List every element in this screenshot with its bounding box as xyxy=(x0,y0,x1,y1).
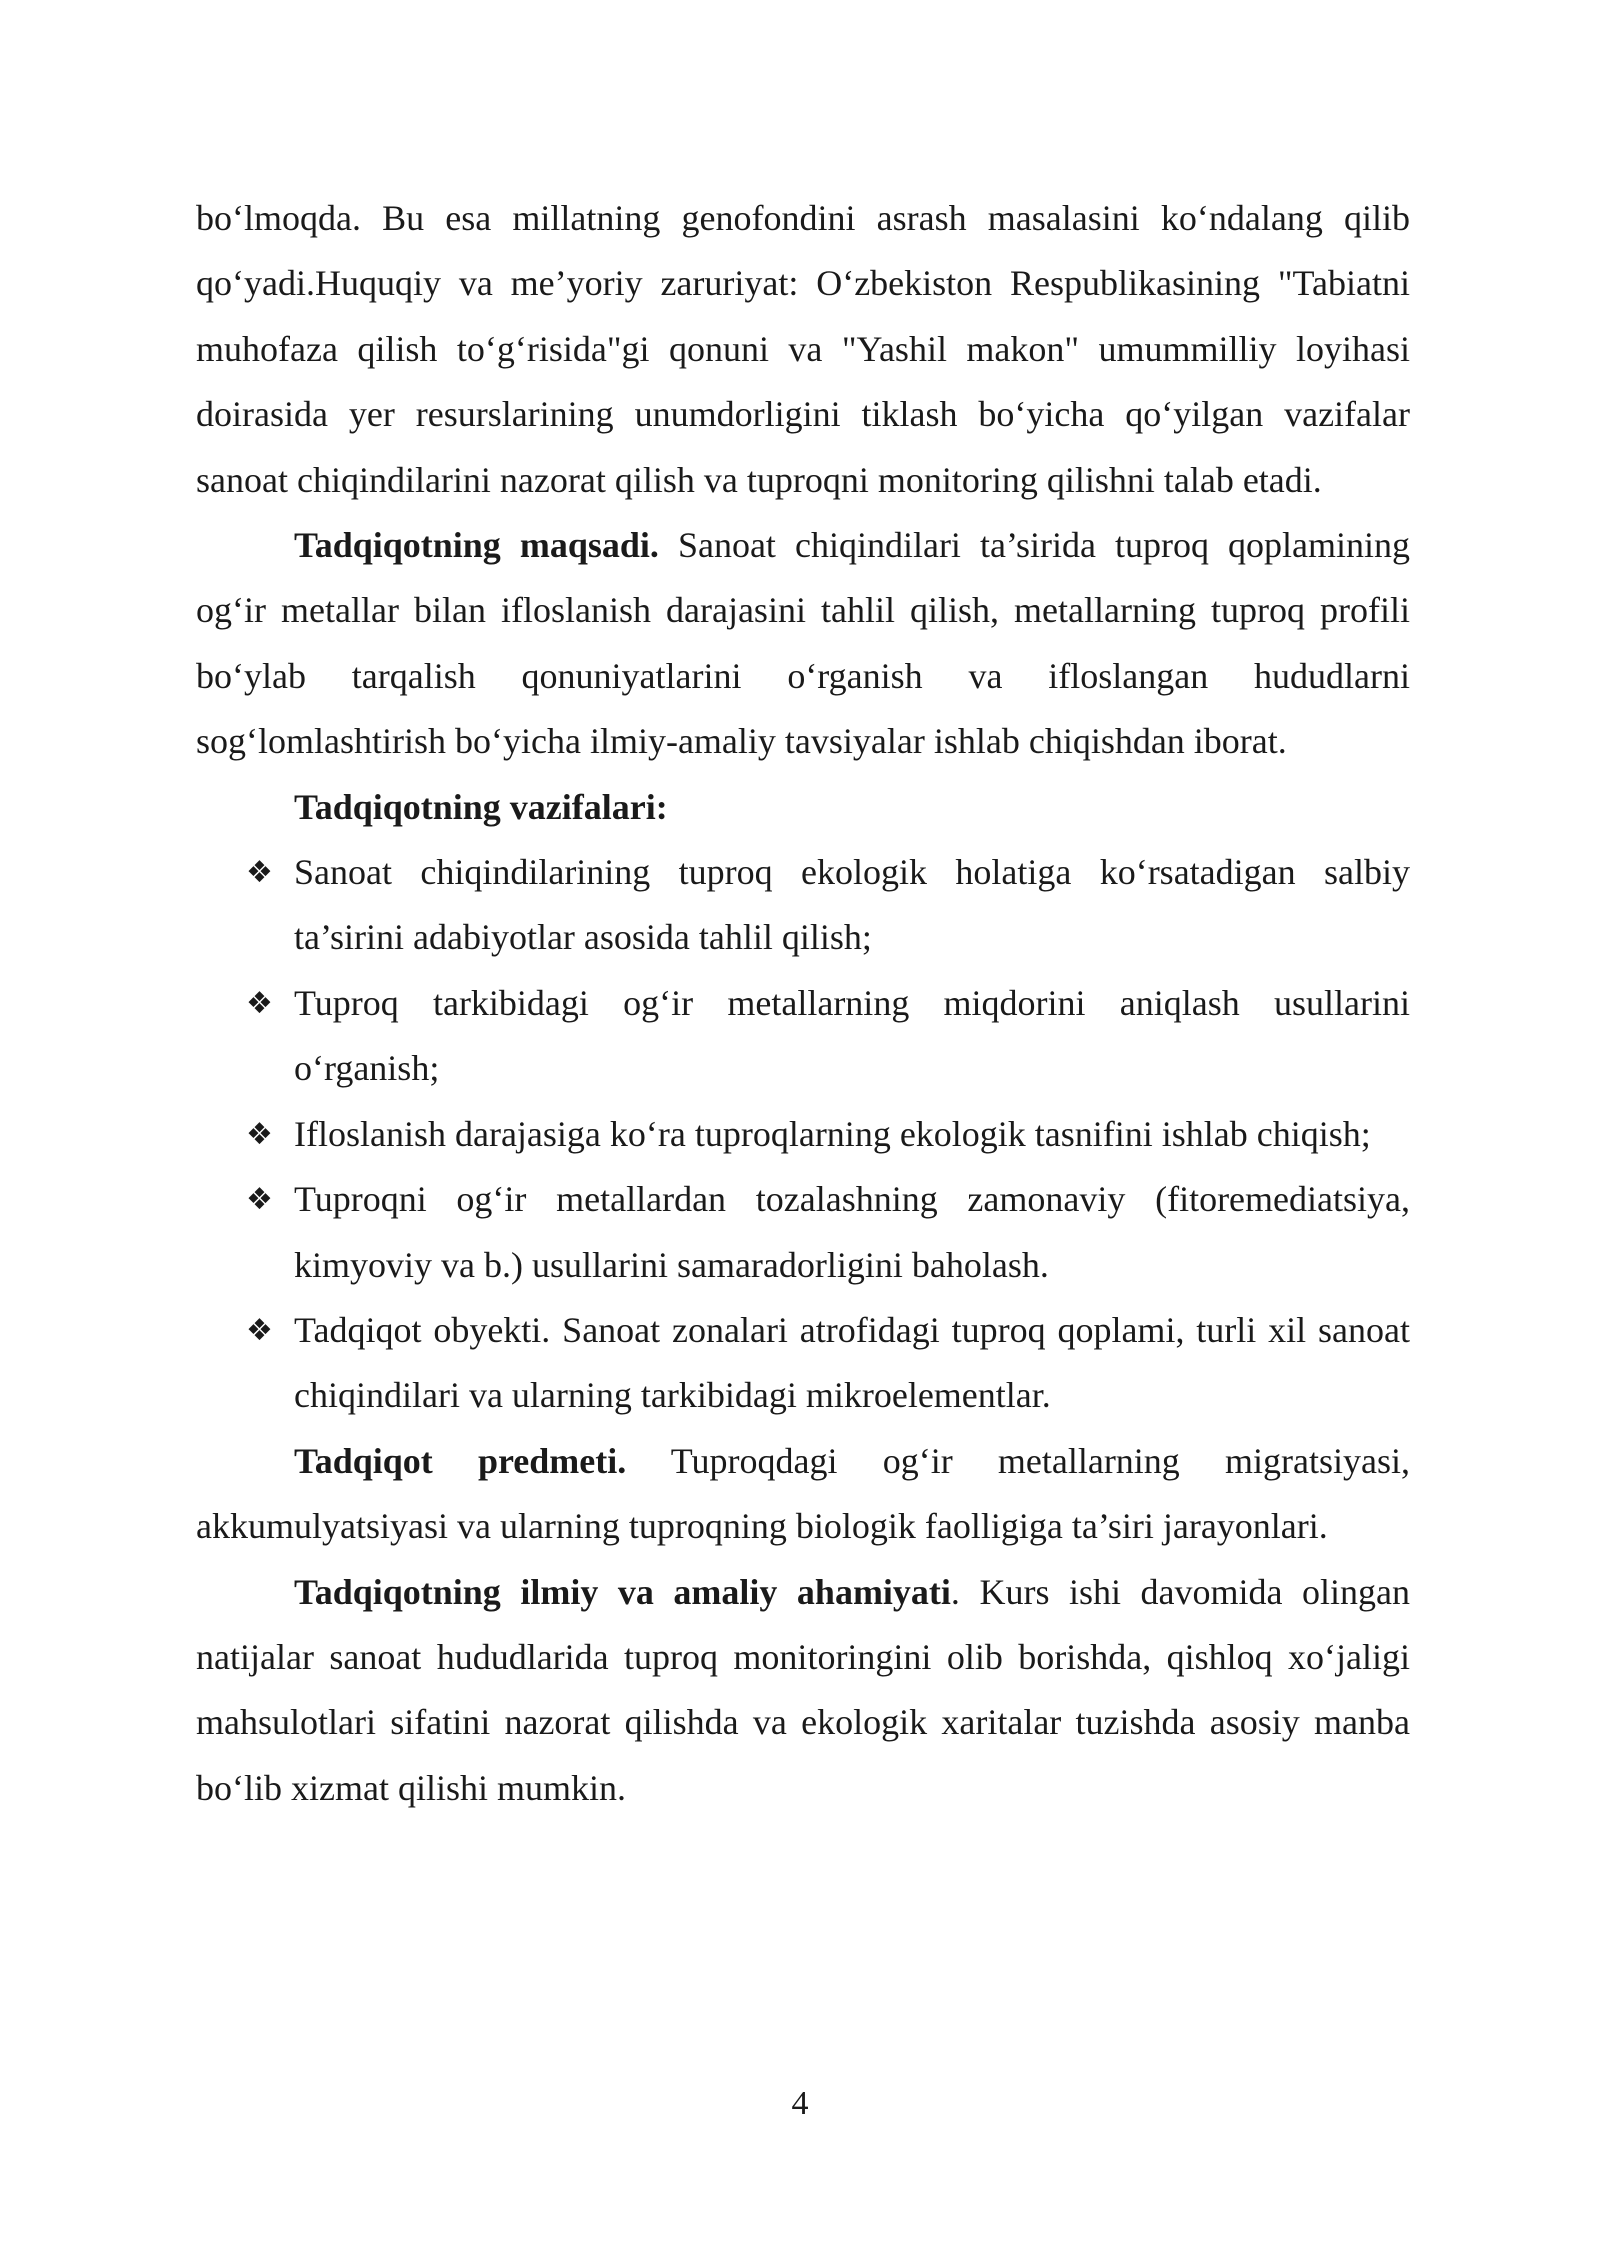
list-item xyxy=(196,1102,1410,1167)
tasks-heading xyxy=(294,775,1410,840)
page-body xyxy=(196,186,1410,1821)
list-item-text: Tuproqni og‘ir metallardan tozalashning zamonaviy (fitoremediatsiya, kimyoviy va b.) usullarini samaradorligini baholash. xyxy=(294,1179,1410,1285)
diamond-bullet-icon: ❖ xyxy=(246,1182,273,1218)
list-item xyxy=(196,971,1410,1102)
subject-text: Tuproqdagi og‘ir metallarning migratsiyasi, akkumulyatsiyasi va ularning tuproqning biologik faolligiga ta’siri jarayonlari. xyxy=(196,1440,1410,1547)
subject-heading: Tadqiqot predmeti. xyxy=(294,1440,627,1481)
list-item-text: Tuproq tarkibidagi og‘ir metallarning miqdorini aniqlash usullarini o‘rganish; xyxy=(294,982,1410,1089)
list-item xyxy=(196,1167,1410,1298)
list-item-text: Tadqiqot obyekti. Sanoat zonalari atrofidagi tuproq qoplami, turli xil sanoat chiqindilari va ularning tarkibidagi mikroelementlar. xyxy=(294,1309,1410,1416)
diamond-bullet-icon: ❖ xyxy=(246,855,273,891)
list-item-text: Ifloslanish darajasiga ko‘ra tuproqlarning ekologik tasnifini ishlab chiqish; xyxy=(294,1113,1371,1154)
significance-text: . Kurs ishi davomida olingan natijalar sanoat hududlarida tuproq monitoringini olib borishda, qishloq xo‘jaligi mahsulotlari sifatini nazorat qilishda va ekologik xaritalar tuzishda asosiy manba bo‘lib xizmat qilishi mumkin. xyxy=(196,1571,1410,1808)
goal-text: Sanoat chiqindilari ta’sirida tuproq qoplamining og‘ir metallar bilan ifloslanish darajasini tahlil qilish, metallarning tuproq profili bo‘ylab tarqalish qonuniyatlarini o‘rganish va ifloslangan hududlarni sog‘lomlashtirish bo‘yicha ilmiy-amaliy tavsiyalar ishlab chiqishdan iborat. xyxy=(196,525,1411,762)
intro-paragraph: bo‘lmoqda. Bu esa millatning genofondini asrash masalasini ko‘ndalang qilib qo‘yadi.Huquqiy va me’yoriy zaruriyat: O‘zbekiston Respublikasining "Tabiatni muhofaza qilish to‘g‘risida"gi qonuni va "Yashil makon" umummilliy loyihasi doirasida yer resurslarining unumdorligini tiklash bo‘yicha qo‘yilgan vazifalar sanoat chiqindilarini nazorat qilish va tuproqni monitoring qilishni talab etadi. xyxy=(196,198,1410,500)
significance-paragraph xyxy=(196,1560,1410,1822)
goal-heading: Tadqiqotning maqsadi. xyxy=(294,525,659,566)
diamond-bullet-icon: ❖ xyxy=(246,1312,273,1348)
significance-heading: Tadqiqotning ilmiy va amaliy ahamiyati xyxy=(294,1571,951,1612)
goal-paragraph xyxy=(196,513,1410,775)
list-item xyxy=(196,840,1410,971)
task-list xyxy=(196,840,1410,1429)
subject-paragraph xyxy=(196,1429,1410,1560)
page-number: 4 xyxy=(791,2085,809,2122)
tasks-heading-text: Tadqiqotning vazifalari: xyxy=(294,786,668,827)
list-item xyxy=(196,1298,1410,1429)
list-item-text: Sanoat chiqindilarining tuproq ekologik holatiga ko‘rsatadigan salbiy ta’sirini adabiyotlar asosida tahlil qilish; xyxy=(294,852,1410,958)
diamond-bullet-icon: ❖ xyxy=(246,1116,273,1152)
diamond-bullet-icon: ❖ xyxy=(246,985,273,1021)
